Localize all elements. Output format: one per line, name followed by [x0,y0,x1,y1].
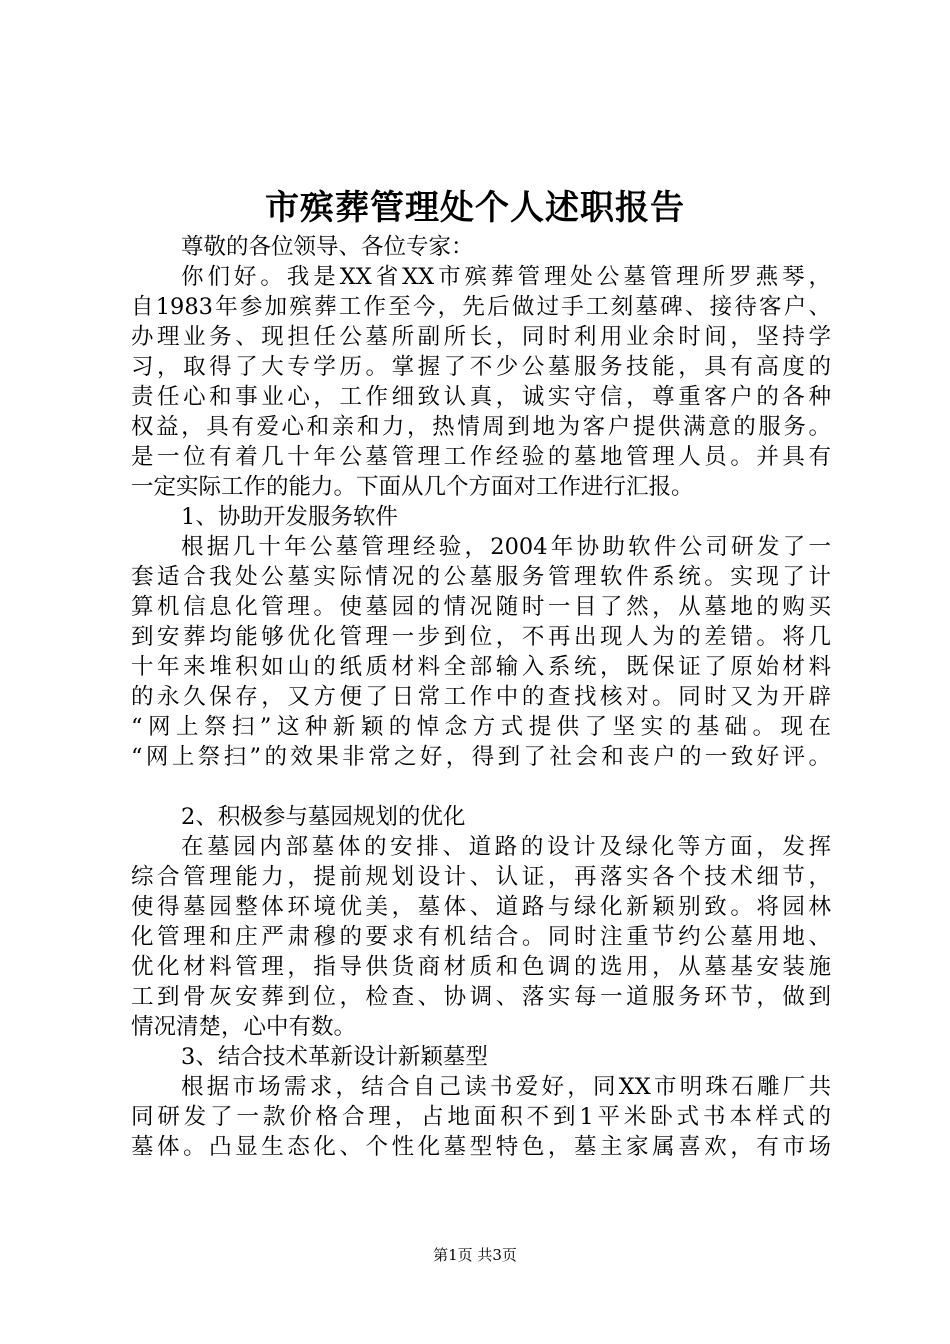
paragraph-line: 优化材料管理，指导供货商材质和色调的选用，从墓基安装施 [131,954,831,980]
blank-line [131,772,831,802]
paragraph-line: 权益，具有爱心和亲和力，热情周到地为客户提供满意的服务。 [131,414,831,440]
paragraph-line: 化管理和庄严肃穆的要求有机结合。同时注重节约公墓用地、 [131,924,831,950]
paragraph-line: 在墓园内部墓体的安排、道路的设计及绿化等方面，发挥 [181,834,831,860]
section-heading-3: 3、结合技术革新设计新颖墓型 [181,1044,488,1070]
paragraph-line: 是一位有着几十年公墓管理工作经验的墓地管理人员。并具有 [131,444,831,470]
paragraph-line: 的永久保存，又方便了日常工作中的查找核对。同时又为开辟 [131,684,831,710]
paragraph-line: “网上祭扫”的效果非常之好，得到了社会和丧户的一致好评。 [131,744,831,770]
paragraph-line: 办理业务、现担任公墓所副所长，同时利用业余时间，坚持学 [131,324,831,350]
section-heading-2: 2、积极参与墓园规划的优化 [181,804,466,830]
paragraph-line: 习，取得了大专学历。掌握了不少公墓服务技能，具有高度的 [131,354,831,380]
paragraph-line: 一定实际工作的能力。下面从几个方面对工作进行汇报。 [131,474,694,500]
paragraph-line: 使得墓园整体环境优美，墓体、道路与绿化新颖别致。将园林 [131,894,831,920]
paragraph-line: 十年来堆积如山的纸质材料全部输入系统，既保证了原始材料 [131,654,831,680]
paragraph-line: 自1983年参加殡葬工作至今，先后做过手工刻墓碑、接待客户、 [131,294,831,320]
paragraph-line: 工到骨灰安葬到位，检查、协调、落实每一道服务环节，做到 [131,984,831,1010]
paragraph-line: 根据几十年公墓管理经验，2004年协助软件公司研发了一 [181,534,831,560]
paragraph-line: 算机信息化管理。使墓园的情况随时一目了然，从墓地的购买 [131,594,831,620]
paragraph-line: 你们好。我是XX省XX市殡葬管理处公墓管理所罗燕琴， [181,264,831,290]
paragraph-line: 套适合我处公墓实际情况的公墓服务管理软件系统。实现了计 [131,564,831,590]
section-heading-1: 1、协助开发服务软件 [181,504,398,530]
paragraph-line: 同研发了一款价格合理，占地面积不到1平米卧式书本样式的 [131,1104,831,1130]
paragraph-line: 情况清楚，心中有数。 [131,1014,357,1040]
salutation: 尊敬的各位领导、各位专家： [181,234,474,260]
paragraph-line: 综合管理能力，提前规划设计、认证，再落实各个技术细节， [131,864,831,890]
document-title: 市殡葬管理处个人述职报告 [265,188,685,228]
document-body [131,232,831,1162]
paragraph-line: 墓体。凸显生态化、个性化墓型特色，墓主家属喜欢，有市场 [131,1134,831,1160]
paragraph-line: 到安葬均能够优化管理一步到位，不再出现人为的差错。将几 [131,624,831,650]
paragraph-line: 责任心和事业心，工作细致认真，诚实守信，尊重客户的各种 [131,384,831,410]
paragraph-line: 根据市场需求，结合自己读书爱好，同XX市明珠石雕厂共 [181,1074,831,1100]
paragraph-line: “网上祭扫”这种新颖的悼念方式提供了坚实的基础。现在 [131,714,831,740]
page-number-footer: 第1页 共3页 [433,1246,517,1264]
